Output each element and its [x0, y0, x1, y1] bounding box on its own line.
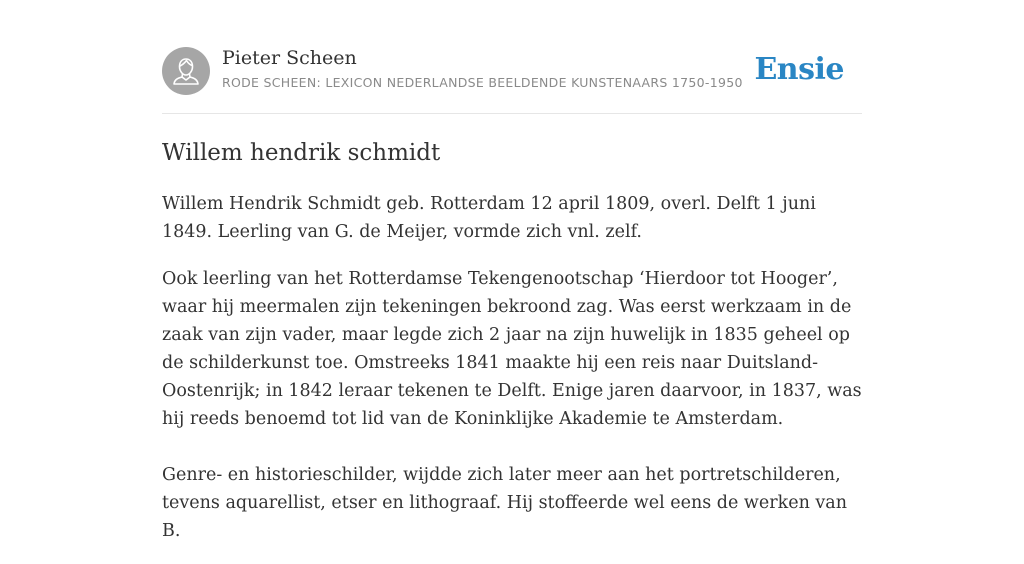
content-column: [162, 0, 862, 541]
paragraph: Ook leerling van het Rotterdamse Tekengenootschap ‘Hierdoor tot Hooger’, waar hij meermalen zijn tekeningen bekroond zag. Was eerst werkzaam in de zaak van zijn vader, maar legde zich 2 jaar na zijn huwelijk in 1835 geheel op de schilderkunst toe. Omstreeks 1841 maakte hij een reis naar Duitsland-Oostenrijk; in 1842 leraar tekenen te Delft. Enige jaren daarvoor, in 1837, was hij reeds benoemd tot lid van de Koninklijke Akademie te Amsterdam.: [162, 269, 862, 429]
brand-logo[interactable]: Ensie: [754, 52, 844, 87]
avatar[interactable]: [162, 47, 210, 95]
user-icon: [162, 47, 210, 95]
article-title: Willem hendrik schmidt: [162, 140, 441, 166]
article-header: [162, 0, 862, 114]
source-title[interactable]: RODE SCHEEN: LEXICON NEDERLANDSE BEELDENDE KUNSTENAARS 1750-1950: [222, 75, 743, 90]
paragraph: Genre- en historieschilder, wijdde zich later meer aan het portretschilderen, tevens aquarellist, etser en lithograaf. Hij stoffeerde wel eens de werken van B.: [162, 465, 847, 541]
paragraph: Willem Hendrik Schmidt geb. Rotterdam 12 april 1809, overl. Delft 1 juni 1849. Leerling van G. de Meijer, vormde zich vnl. zelf.: [162, 194, 816, 242]
author-name[interactable]: Pieter Scheen: [222, 47, 357, 69]
article-body: [162, 190, 862, 564]
